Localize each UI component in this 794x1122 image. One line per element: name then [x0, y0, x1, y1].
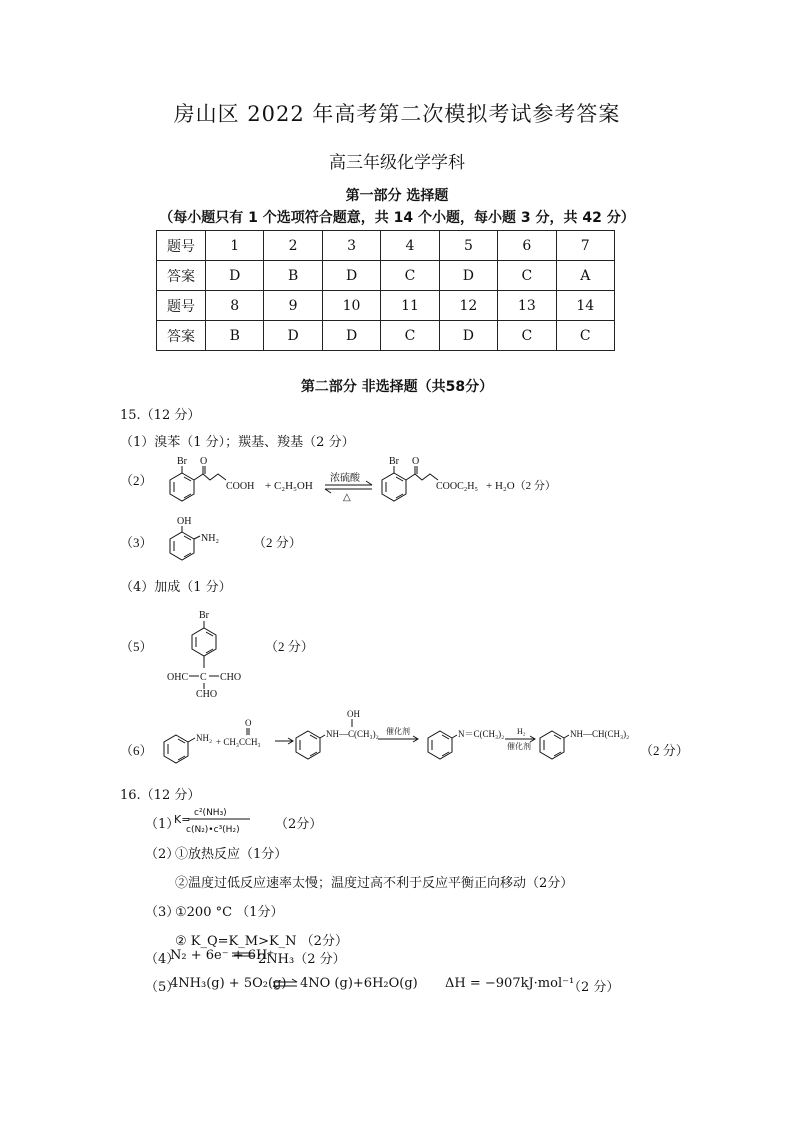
benzene-ring-icon [382, 473, 406, 501]
q15-2-product-o: O [412, 456, 420, 467]
q15-2-product-br: Br [389, 456, 399, 467]
table-cell: C [381, 321, 439, 351]
table-cell: 3 [322, 231, 380, 261]
table-cell: D [439, 321, 497, 351]
q15-2-plus-alcohol: + C₂H₅OH [265, 480, 313, 492]
table-cell: 5 [439, 231, 497, 261]
q16-2-label: （2） [145, 847, 180, 862]
table-cell: D [264, 321, 322, 351]
table-cell: 1 [206, 231, 264, 261]
q15-2-reactant-o: O [200, 456, 208, 467]
table-cell: 13 [498, 291, 556, 321]
q15-6-score: （2 分） [640, 743, 689, 758]
table-cell: D [439, 261, 497, 291]
q16-3-answer-1: ①200 °C （1分） [175, 905, 284, 920]
table-cell: 12 [439, 291, 497, 321]
table-row-label: 答案 [157, 261, 206, 291]
table-cell: 6 [498, 231, 556, 261]
table-row-label: 答案 [157, 321, 206, 351]
q15-6-condition-2-top: H₂ [517, 727, 526, 736]
q15-answer-1: （1）溴苯（1 分）；羰基、羧基（2 分） [120, 435, 355, 450]
table-cell: 8 [206, 291, 264, 321]
table-cell: 7 [556, 231, 614, 261]
page-subtitle: 高三年级化学学科 [329, 153, 465, 173]
q15-heading: 15.（12 分） [120, 408, 201, 423]
table-cell: 11 [381, 291, 439, 321]
q15-5-center-c: C [200, 672, 207, 683]
q16-5-left: 4NH₃(g) + 5O₂(g) [170, 976, 287, 991]
page-title: 房山区 2022 年高考第二次模拟考试参考答案 [173, 102, 621, 126]
q15-5-br: Br [199, 610, 209, 621]
table-cell: 10 [322, 291, 380, 321]
table-cell: D [322, 321, 380, 351]
table-cell: 2 [264, 231, 322, 261]
benzene-ring-icon [170, 532, 194, 560]
benzene-ring-icon [164, 735, 188, 763]
q16-3-answer-2: ② K_Q=K_M>K_N （2分） [175, 934, 348, 949]
q15-5-left-group: OHC [167, 672, 189, 683]
q16-3-label: （3） [145, 905, 180, 920]
q15-5-score: （2 分） [265, 639, 314, 654]
table-cell: D [206, 261, 264, 291]
table-cell: C [498, 321, 556, 351]
q15-5-right-group: CHO [220, 672, 242, 683]
q16-2-answer-2: ②温度过低反应速率太慢；温度过高不利于反应平衡正向移动（2分） [175, 876, 574, 891]
q15-2-reactant-cooh: COOH [226, 481, 255, 492]
q15-6-condition-1: 催化剂 [386, 727, 410, 736]
q15-6-intermediate-1: NH—C(CH₃)₂ [326, 729, 379, 739]
q15-3-label: （3） [120, 535, 153, 550]
q15-2-condition-top: 浓硫酸 [330, 473, 360, 484]
q16-5-right: 4NO (g)+6H₂O(g) [300, 976, 418, 991]
q15-6-intermediate-2: N＝C(CH₃)₂ [458, 729, 505, 739]
q15-2-reactant-br: Br [177, 456, 187, 467]
q15-6-ketone-o: O [245, 718, 252, 728]
q15-6-label: （6） [120, 743, 153, 758]
q15-3-score: （2 分） [253, 535, 302, 550]
q15-answer-4: （4）加成（1 分） [120, 580, 232, 595]
q15-2-label: （2） [120, 473, 153, 488]
q15-6-nh2: NH₂ [196, 733, 213, 743]
q15-5-bottom-group: CHO [196, 689, 218, 700]
table-row-label: 题号 [157, 231, 206, 261]
q16-4-left: N₂ + 6e⁻ + 6H⁺ [170, 948, 275, 963]
q15-2-product-ester: COOC₂H₅ [436, 481, 478, 492]
q16-4-right: 2NH₃（2 分） [258, 952, 346, 967]
q16-2-answer-1: ①放热反应（1分） [175, 847, 288, 862]
q15-3-oh: OH [177, 516, 192, 527]
table-cell: 4 [381, 231, 439, 261]
q16-5-score: （2 分） [568, 980, 620, 995]
q16-1-k: K= [174, 813, 191, 826]
table-row-label: 题号 [157, 291, 206, 321]
q15-2-plus-water: + H₂O（2 分） [486, 480, 556, 492]
q16-5-label: （5） [145, 980, 180, 995]
q16-1-label: （1） [145, 817, 180, 832]
part2-heading: 第二部分 非选择题（共58分） [300, 379, 494, 395]
part1-heading: 第一部分 选择题 [345, 188, 449, 204]
q15-3-nh2: NH₂ [201, 533, 219, 544]
q15-6-product: NH—CH(CH₃)₂ [570, 729, 630, 739]
table-cell: C [381, 261, 439, 291]
benzene-ring-icon [540, 731, 564, 759]
table-cell: C [556, 321, 614, 351]
q16-1-numerator: c²(NH₃) [194, 808, 227, 818]
q16-heading: 16.（12 分） [120, 788, 201, 803]
table-cell: C [498, 261, 556, 291]
table-cell: B [206, 321, 264, 351]
q16-5-enthalpy: ΔH = −907kJ·mol⁻¹ [445, 976, 575, 991]
part1-note: （每小题只有 1 个选项符合题意，共 14 个小题，每小题 3 分，共 42 分） [159, 210, 635, 226]
table-cell: 9 [264, 291, 322, 321]
q15-2-condition-bottom: △ [343, 492, 351, 503]
table-cell: D [322, 261, 380, 291]
benzene-ring-icon [428, 731, 452, 759]
benzene-ring-icon [192, 628, 216, 656]
q15-5-label: （5） [120, 639, 153, 654]
benzene-ring-icon [170, 473, 194, 501]
table-cell: 14 [556, 291, 614, 321]
q16-1-denominator: c(N₂)•c³(H₂) [186, 825, 240, 835]
table-cell: A [556, 261, 614, 291]
q15-6-condition-2-bottom: 催化剂 [507, 742, 531, 751]
q15-6-ketone: + CH₃CCH₃ [216, 737, 261, 747]
q16-1-score: （2分） [275, 817, 323, 832]
q16-4-label: （4） [145, 952, 180, 967]
benzene-ring-icon [296, 731, 320, 759]
q15-6-intermediate-1-oh: OH [347, 709, 360, 719]
table-cell: B [264, 261, 322, 291]
